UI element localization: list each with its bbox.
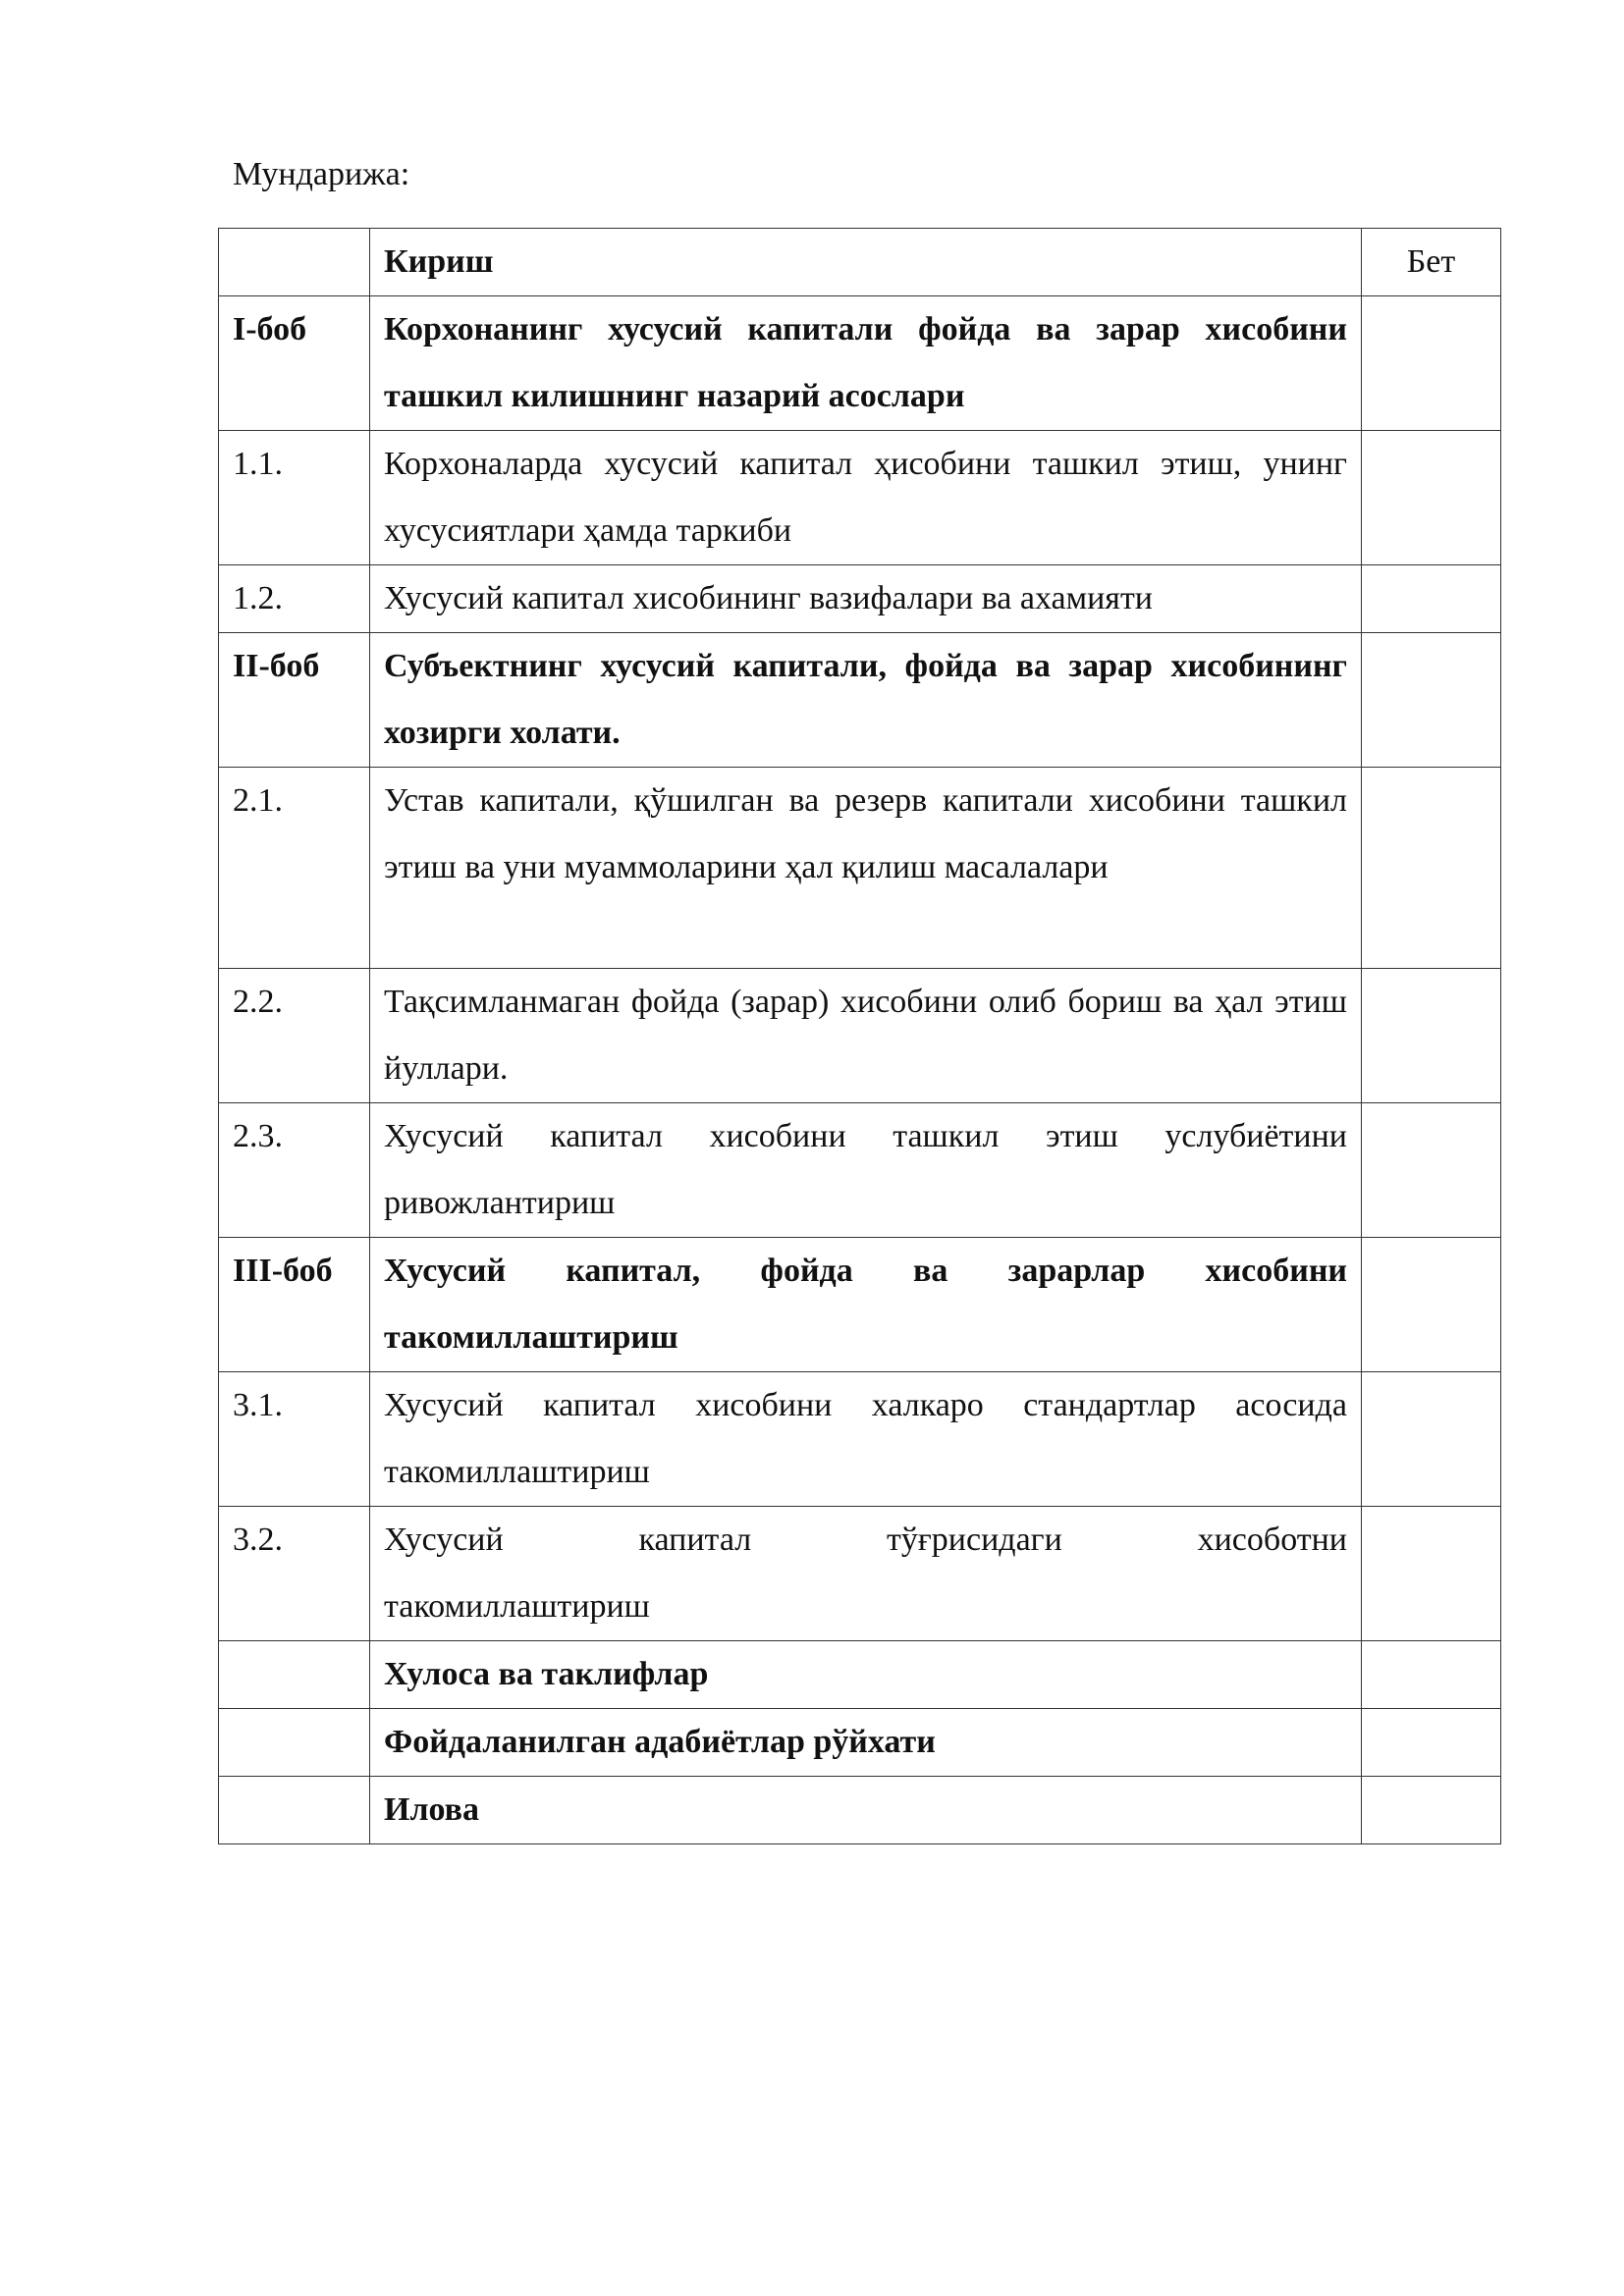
toc-row-number: III-боб [219, 1238, 370, 1372]
toc-row-chapter-3 [219, 1238, 1501, 1372]
toc-row-number: 2.2. [219, 969, 370, 1103]
toc-row-section-3-1 [219, 1372, 1501, 1507]
toc-row-page [1362, 296, 1501, 431]
toc-row-page [1362, 969, 1501, 1103]
toc-row-page [1362, 1238, 1501, 1372]
toc-row-title: Хулоса ва таклифлар [370, 1641, 1362, 1709]
toc-row-page [1362, 431, 1501, 565]
table-of-contents [218, 228, 1501, 1844]
toc-row-title: Хусусий капитал хисобининг вазифалари ва ахамияти [370, 565, 1362, 633]
toc-row-title: Фойдаланилган адабиётлар рўйхати [370, 1709, 1362, 1777]
toc-row-introduction [219, 229, 1501, 296]
toc-row-title: Илова [370, 1777, 1362, 1844]
toc-row-title [370, 1507, 1362, 1641]
toc-row-number: 2.3. [219, 1103, 370, 1238]
toc-row-title-line-1: Хусусий капитал тўғрисидаги хисоботни [384, 1522, 1347, 1558]
toc-row-number [219, 229, 370, 296]
toc-row-number: I-боб [219, 296, 370, 431]
toc-row-page [1362, 1372, 1501, 1507]
toc-row-page [1362, 1641, 1501, 1709]
toc-row-number [219, 1777, 370, 1844]
toc-row-title: Хусусий капитал хисобини халкаро стандартлар асосида такомиллаштириш [370, 1372, 1362, 1507]
toc-row-page [1362, 1507, 1501, 1641]
page-column-header: Бет [1362, 229, 1501, 296]
toc-row-chapter-1 [219, 296, 1501, 431]
toc-row-number [219, 1709, 370, 1777]
toc-row-page [1362, 768, 1501, 969]
toc-row-page [1362, 1709, 1501, 1777]
toc-row-number: 3.1. [219, 1372, 370, 1507]
toc-row-title: Корхоналарда хусусий капитал ҳисобини ташкил этиш, унинг хусусиятлари ҳамда таркиби [370, 431, 1362, 565]
toc-row-title: Субъектнинг хусусий капитали, фойда ва зарар хисобининг хозирги холати. [370, 633, 1362, 768]
toc-row-number [219, 1641, 370, 1709]
toc-row-title: Кириш [370, 229, 1362, 296]
toc-row-title: Хусусий капитал, фойда ва зарарлар хисобини такомиллаштириш [370, 1238, 1362, 1372]
toc-row-title: Корхонанинг хусусий капитали фойда ва зарар хисобини ташкил килишнинг назарий асослари [370, 296, 1362, 431]
toc-row-number: 1.1. [219, 431, 370, 565]
toc-row-page [1362, 565, 1501, 633]
toc-row-title: Тақсимланмаган фойда (зарар) хисобини олиб бориш ва ҳал этиш йуллари. [370, 969, 1362, 1103]
toc-body [219, 229, 1501, 1844]
toc-row-section-2-1 [219, 768, 1501, 969]
toc-row-page [1362, 1103, 1501, 1238]
toc-row-chapter-2 [219, 633, 1501, 768]
toc-row-section-2-2 [219, 969, 1501, 1103]
toc-row-conclusions [219, 1641, 1501, 1709]
toc-row-number: II-боб [219, 633, 370, 768]
toc-row-number: 1.2. [219, 565, 370, 633]
toc-row-title: Хусусий капитал хисобини ташкил этиш услубиётини ривожлантириш [370, 1103, 1362, 1238]
toc-row-number: 2.1. [219, 768, 370, 969]
toc-row-section-2-3 [219, 1103, 1501, 1238]
document-heading: Мундарижа: [233, 156, 410, 192]
toc-row-page [1362, 633, 1501, 768]
toc-row-section-1-1 [219, 431, 1501, 565]
toc-row-title: Устав капитали, қўшилган ва резерв капитали хисобини ташкил этиш ва уни муаммоларини ҳал қилиш масалалари [370, 768, 1362, 969]
toc-row-number: 3.2. [219, 1507, 370, 1641]
toc-row-page [1362, 1777, 1501, 1844]
toc-row-references [219, 1709, 1501, 1777]
toc-row-section-1-2 [219, 565, 1501, 633]
toc-row-section-3-2 [219, 1507, 1501, 1641]
toc-row-title-line-2: такомиллаштириш [384, 1588, 650, 1625]
toc-row-appendix [219, 1777, 1501, 1844]
